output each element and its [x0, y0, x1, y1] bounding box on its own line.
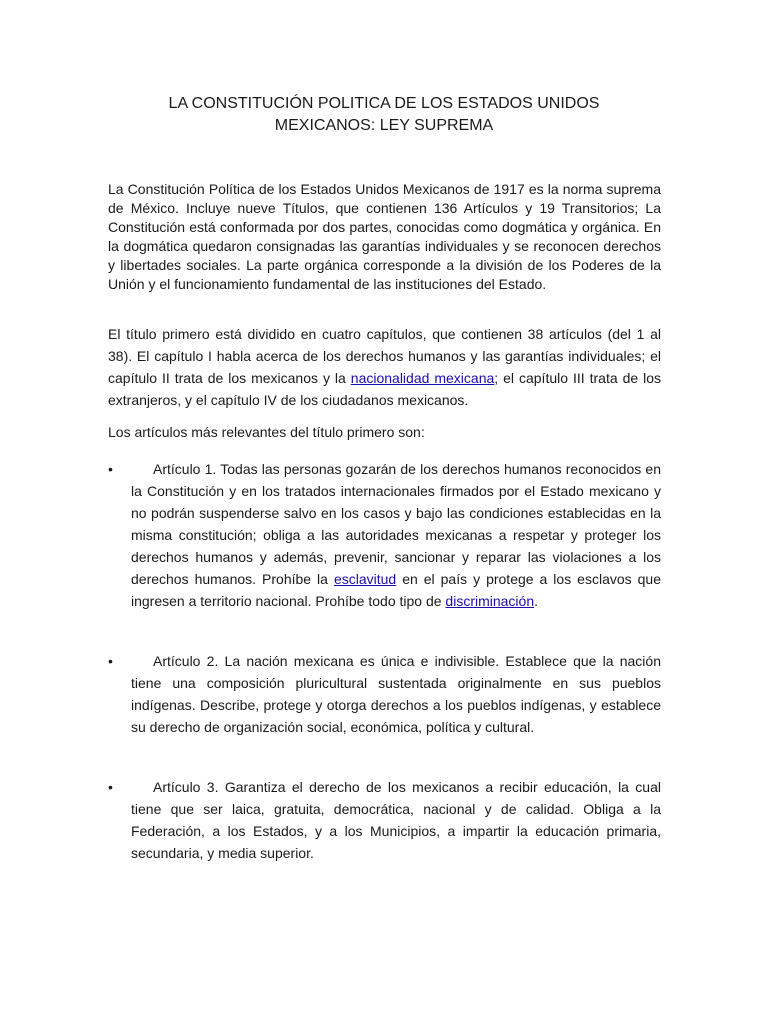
paragraph-intro: La Constitución Política de los Estados Unidos Mexicanos de 1917 es la norma suprema de México. Incluye nueve Títulos, que contienen 136 Artículos y 19 Transitorios; La Constitución está conformada por dos partes, conocidas como dogmática y orgánica. En la dogmática quedaron consignadas las garantías individuales y se reconocen derechos y libertades sociales. La parte orgánica corresponde a la división de los Poderes de la Unión y el funcionamiento fundamental de las instituciones del Estado.	[108, 181, 661, 292]
bullet-icon: •	[108, 461, 113, 477]
list-item-articulo-3	[108, 776, 661, 864]
link-esclavitud[interactable]: esclavitud	[333, 571, 397, 587]
list-item-articulo-1	[108, 458, 661, 612]
document-title: LA CONSTITUCIÓN POLITICA DE LOS ESTADOS UNIDOS MEXICANOS: LEY SUPREMA	[168, 95, 600, 134]
articulo-3-text: Artículo 3. Garantiza el derecho de los mexicanos a recibir educación, la cual tiene que ser laica, gratuita, democrática, nacional y de calidad. Obliga a la Federación, a los Estados, y a los Municipios, a impartir la educación primaria, secundaria, y media superior.	[131, 779, 661, 861]
paragraph-relevant-articles: Los artículos más relevantes del título primero son:	[108, 424, 425, 440]
paragraph-title-one-text-end: ; el capítulo III trata de los extranjeros, y el capítulo IV de los ciudadanos mexicanos.	[108, 370, 661, 408]
link-discriminacion[interactable]: discriminación	[445, 593, 535, 609]
articulo-1-text-start: Artículo 1. Todas las personas gozarán de los derechos humanos reconocidos en la Constitución y en los tratados internacionales firmados por el Estado mexicano y no podrán suspenderse salvo en los casos y bajo las condiciones establecidas en la misma constitución; obliga a las autoridades mexicanas a respetar y proteger los derechos humanos y además, prevenir, sancionar y reparar las violaciones a los derechos humanos. Prohíbe la	[131, 461, 661, 587]
paragraph-title-one-text: El título primero está dividido en cuatro capítulos, que contienen 38 artículos (del 1 al 38). El capítulo I habla acerca de los derechos humanos y las garantías individuales; el capítulo II trata de los mexicanos y la	[108, 326, 661, 386]
list-item-articulo-2	[108, 650, 661, 738]
articulo-1-text-end: .	[534, 593, 539, 609]
articulo-1-text	[131, 458, 661, 612]
articulo-1-text-middle: en el país y protege a los esclavos que ingresen a territorio nacional. Prohíbe todo tipo de	[131, 571, 661, 609]
bullet-icon: •	[108, 653, 113, 669]
articulo-2-text: Artículo 2. La nación mexicana es única e indivisible. Establece que la nación tiene una composición pluricultural sustentada originalmente en sus pueblos indígenas. Describe, protege y otorga derechos a los pueblos indígenas, y establece su derecho de organización social, económica, política y cultural.	[131, 653, 661, 735]
paragraph-title-one	[108, 323, 661, 411]
bullet-icon: •	[108, 779, 113, 795]
link-nacionalidad-mexicana[interactable]: nacionalidad mexicana	[350, 370, 495, 386]
